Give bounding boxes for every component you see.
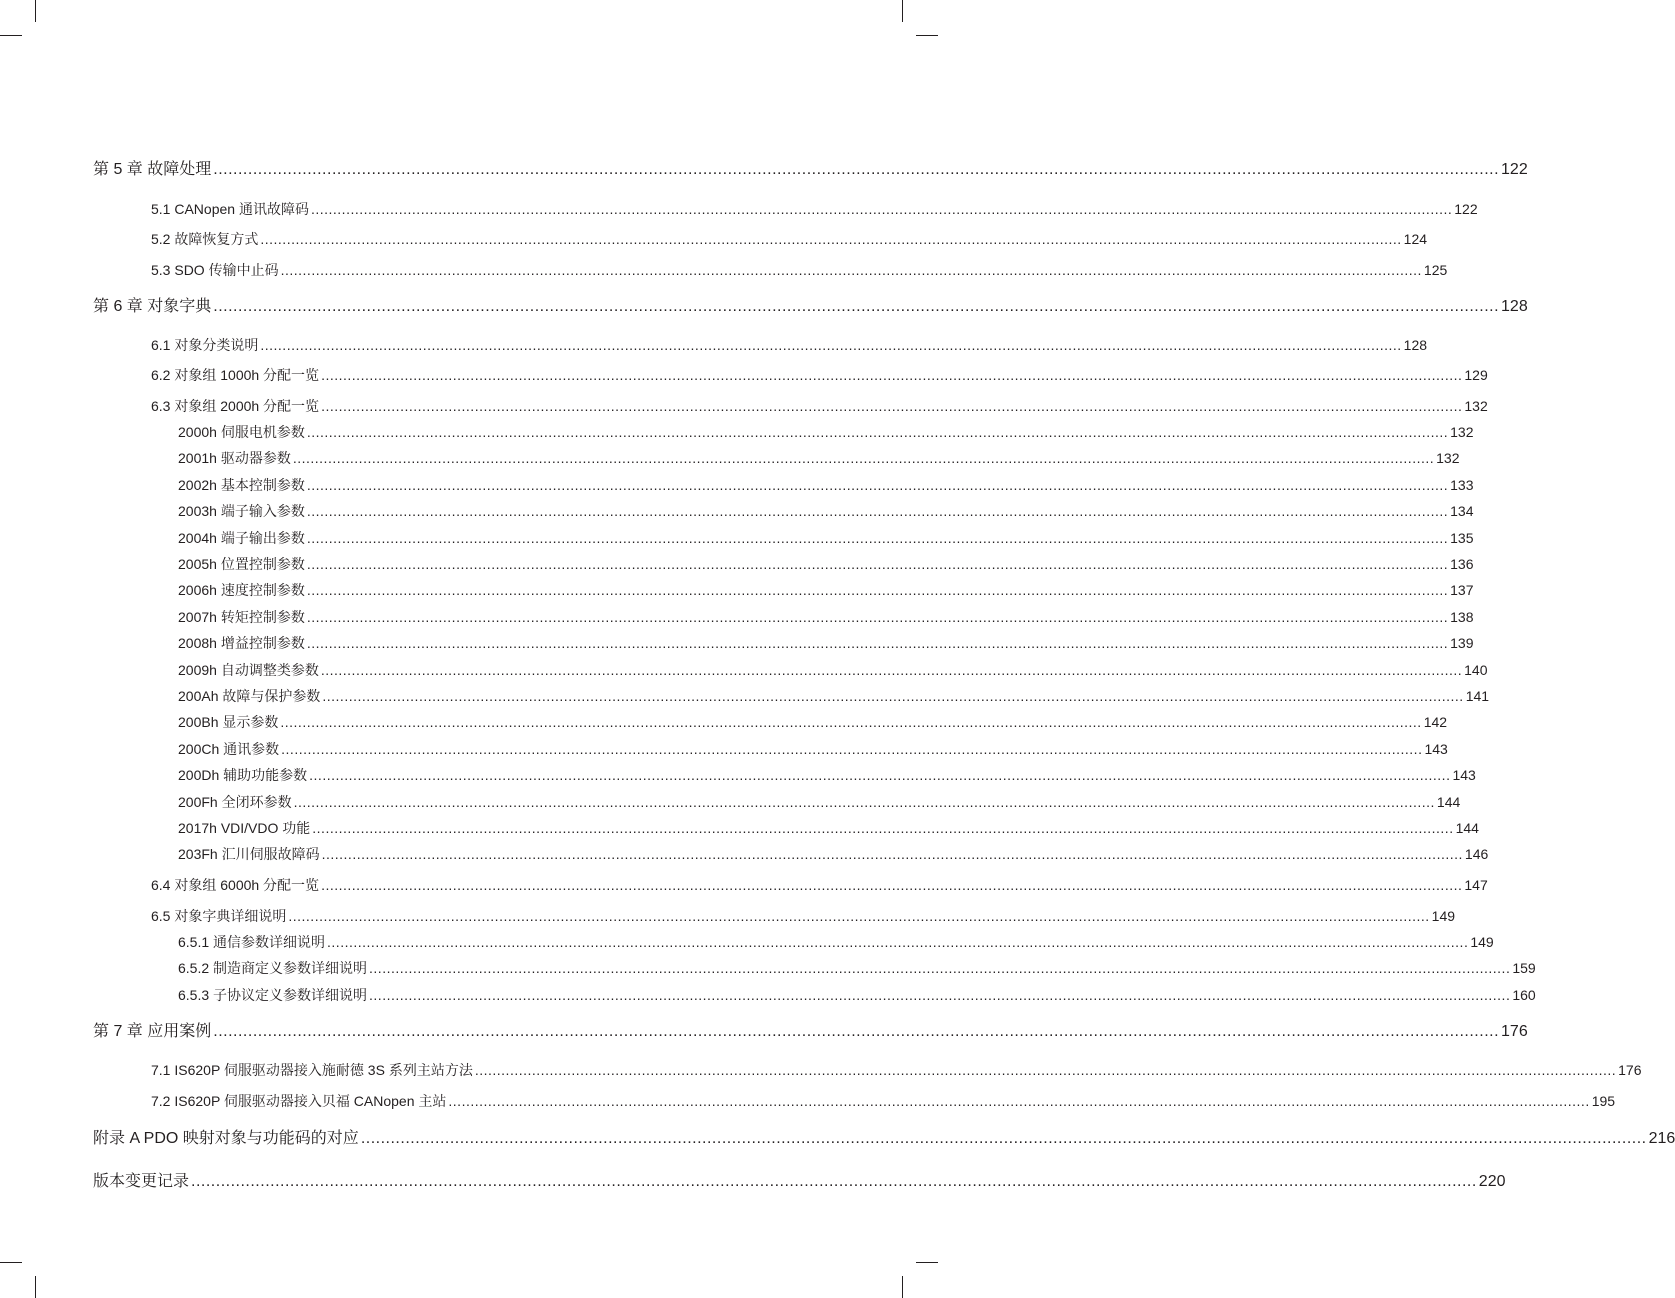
toc-leader: ....................................................................................................................................................................................................................................................................: [369, 987, 1511, 1003]
toc-section-5-3[interactable]: [151, 260, 1448, 280]
toc-page-number: 124: [1403, 231, 1428, 247]
toc-leader: ....................................................................................................................................................................................................................................................................: [213, 161, 1500, 178]
toc-leader: ....................................................................................................................................................................................................................................................................: [280, 714, 1422, 730]
toc-subsection[interactable]: [178, 844, 1489, 864]
toc-title: 200Fh 全闭环参数: [178, 794, 292, 810]
toc-page-number: 138: [1450, 609, 1474, 625]
toc-page-number: 132: [1464, 398, 1488, 414]
toc-leader: ....................................................................................................................................................................................................................................................................: [448, 1093, 1590, 1109]
toc-leader: ....................................................................................................................................................................................................................................................................: [321, 398, 1463, 414]
toc-page-number: 125: [1423, 262, 1448, 278]
toc-title: 2001h 驱动器参数: [178, 450, 291, 466]
toc-page-number: 139: [1450, 635, 1474, 651]
toc-page-number: 137: [1450, 582, 1474, 598]
toc-leader: ....................................................................................................................................................................................................................................................................: [321, 877, 1463, 893]
toc-page-number: 216: [1648, 1130, 1675, 1147]
toc-leader: ....................................................................................................................................................................................................................................................................: [310, 201, 1453, 217]
toc-leader: ....................................................................................................................................................................................................................................................................: [260, 231, 1402, 247]
toc-leader: ....................................................................................................................................................................................................................................................................: [360, 1130, 1647, 1147]
toc-leader: ....................................................................................................................................................................................................................................................................: [280, 262, 1422, 278]
toc-title: 第 7 章 应用案例: [93, 1023, 212, 1040]
toc-subsection[interactable]: [178, 607, 1474, 627]
toc-title: 第 5 章 故障处理: [93, 161, 212, 178]
toc-chapter-6[interactable]: [93, 293, 1528, 316]
toc-leader: ....................................................................................................................................................................................................................................................................: [306, 635, 1449, 651]
toc-title: 6.4 对象组 6000h 分配一览: [151, 877, 320, 893]
toc-leader: ....................................................................................................................................................................................................................................................................: [288, 908, 1430, 924]
toc-title: 200Ah 故障与保护参数: [178, 688, 321, 704]
toc-leader: ....................................................................................................................................................................................................................................................................: [306, 503, 1449, 519]
toc-title: 6.2 对象组 1000h 分配一览: [151, 367, 320, 383]
toc-title: 6.1 对象分类说明: [151, 337, 259, 353]
toc-leader: ....................................................................................................................................................................................................................................................................: [306, 530, 1449, 546]
toc-leader: ....................................................................................................................................................................................................................................................................: [306, 477, 1449, 493]
toc-page-number: 133: [1450, 477, 1474, 493]
toc-subsection[interactable]: [178, 739, 1448, 759]
toc-subsection[interactable]: [178, 475, 1474, 495]
toc-chapter-7[interactable]: [93, 1018, 1528, 1041]
toc-leader: ....................................................................................................................................................................................................................................................................: [320, 662, 1463, 678]
toc-title: 2008h 增益控制参数: [178, 635, 305, 651]
toc-page-number: 195: [1591, 1093, 1616, 1109]
toc-section-5-1[interactable]: [151, 199, 1478, 219]
toc-leader: ....................................................................................................................................................................................................................................................................: [322, 688, 1464, 704]
toc-leader: ....................................................................................................................................................................................................................................................................: [213, 1023, 1500, 1040]
toc-chapter-5[interactable]: [93, 156, 1528, 179]
toc-page-number: 143: [1424, 741, 1448, 757]
toc-subsection[interactable]: [178, 580, 1474, 600]
toc-title: 2005h 位置控制参数: [178, 556, 305, 572]
toc-title: 5.1 CANopen 通讯故障码: [151, 201, 309, 217]
toc-title: 版本变更记录: [93, 1173, 190, 1190]
toc-page-number: 143: [1452, 767, 1476, 783]
toc-title: 7.2 IS620P 伺服驱动器接入贝福 CANopen 主站: [151, 1093, 447, 1109]
toc-subsection[interactable]: [178, 712, 1448, 732]
toc-section-6-1[interactable]: [151, 335, 1428, 355]
toc-leader: ....................................................................................................................................................................................................................................................................: [327, 934, 1469, 950]
toc-title: 5.3 SDO 传输中止码: [151, 262, 279, 278]
toc-leader: ....................................................................................................................................................................................................................................................................: [306, 582, 1449, 598]
toc-page-number: 149: [1470, 934, 1494, 950]
toc-leader: ....................................................................................................................................................................................................................................................................: [293, 794, 1435, 810]
toc-page-number: 220: [1478, 1173, 1506, 1190]
toc-page-number: 122: [1501, 161, 1528, 178]
toc-leader: ....................................................................................................................................................................................................................................................................: [312, 820, 1454, 836]
toc-title: 2007h 转矩控制参数: [178, 609, 305, 625]
toc-title: 2002h 基本控制参数: [178, 477, 305, 493]
toc-section-6-5[interactable]: [151, 906, 1456, 926]
toc-subsection[interactable]: [178, 818, 1479, 838]
toc-title: 200Dh 辅助功能参数: [178, 767, 308, 783]
toc-title: 2000h 伺服电机参数: [178, 424, 305, 440]
toc-page-number: 146: [1464, 846, 1489, 862]
toc-page-number: 122: [1454, 201, 1478, 217]
toc-title: 200Ch 通讯参数: [178, 741, 280, 757]
toc-leader: ....................................................................................................................................................................................................................................................................: [306, 424, 1449, 440]
toc-subsection[interactable]: [178, 686, 1490, 706]
toc-subsection[interactable]: [178, 501, 1474, 521]
toc-section-7-1[interactable]: [151, 1060, 1642, 1080]
toc-subsection-6-5-1[interactable]: [178, 932, 1494, 952]
toc-subsection[interactable]: [178, 660, 1488, 680]
toc-leader: ....................................................................................................................................................................................................................................................................: [292, 450, 1435, 466]
toc-page-number: 128: [1403, 337, 1428, 353]
toc-subsection-6-5-3[interactable]: [178, 985, 1536, 1005]
toc-title: 附录 A PDO 映射对象与功能码的对应: [93, 1130, 359, 1147]
toc-page-number: 134: [1450, 503, 1474, 519]
toc-section-7-2[interactable]: [151, 1091, 1616, 1111]
toc-page-number: 144: [1455, 820, 1479, 836]
toc-page-number: 128: [1501, 298, 1528, 315]
toc-page-number: 142: [1423, 714, 1448, 730]
toc-page-number: 144: [1436, 794, 1461, 810]
toc-leader: ....................................................................................................................................................................................................................................................................: [281, 741, 1423, 757]
toc-title: 2009h 自动调整类参数: [178, 662, 319, 678]
toc-subsection[interactable]: [178, 792, 1461, 812]
toc-title: 6.5.2 制造商定义参数详细说明: [178, 960, 368, 976]
toc-page-number: 176: [1618, 1062, 1642, 1078]
toc-leader: ....................................................................................................................................................................................................................................................................: [321, 846, 1463, 862]
toc-page-number: 129: [1464, 367, 1488, 383]
toc-revision-history[interactable]: [93, 1168, 1506, 1191]
toc-leader: ....................................................................................................................................................................................................................................................................: [474, 1062, 1617, 1078]
toc-title: 6.5 对象字典详细说明: [151, 908, 287, 924]
toc-title: 6.5.3 子协议定义参数详细说明: [178, 987, 368, 1003]
toc-section-5-2[interactable]: [151, 229, 1428, 249]
toc-title: 7.1 IS620P 伺服驱动器接入施耐德 3S 系列主站方法: [151, 1062, 473, 1078]
toc-section-6-4[interactable]: [151, 875, 1488, 895]
toc-subsection[interactable]: [178, 422, 1474, 442]
toc-leader: ....................................................................................................................................................................................................................................................................: [369, 960, 1511, 976]
toc-leader: ....................................................................................................................................................................................................................................................................: [191, 1173, 1477, 1190]
toc-title: 5.2 故障恢复方式: [151, 231, 259, 247]
toc-title: 200Bh 显示参数: [178, 714, 279, 730]
toc-subsection[interactable]: [178, 528, 1474, 548]
toc-page-number: 149: [1431, 908, 1456, 924]
toc-leader: ....................................................................................................................................................................................................................................................................: [213, 298, 1500, 315]
toc-section-6-2[interactable]: [151, 365, 1488, 385]
toc-appendix-a[interactable]: [93, 1125, 1675, 1148]
toc-title: 2003h 端子输入参数: [178, 503, 305, 519]
toc-title: 203Fh 汇川伺服故障码: [178, 846, 320, 862]
toc-page-number: 176: [1501, 1023, 1528, 1040]
toc-leader: ....................................................................................................................................................................................................................................................................: [321, 367, 1463, 383]
toc-subsection[interactable]: [178, 554, 1474, 574]
toc-section-6-3[interactable]: [151, 396, 1488, 416]
toc-page-number: 141: [1465, 688, 1490, 704]
toc-subsection[interactable]: [178, 633, 1474, 653]
toc-title: 第 6 章 对象字典: [93, 298, 212, 315]
toc-leader: ....................................................................................................................................................................................................................................................................: [306, 556, 1449, 572]
toc-title: 2006h 速度控制参数: [178, 582, 305, 598]
toc-leader: ....................................................................................................................................................................................................................................................................: [306, 609, 1449, 625]
toc-page-number: 132: [1450, 424, 1474, 440]
toc-page-number: 136: [1450, 556, 1474, 572]
toc-title: 2017h VDI/VDO 功能: [178, 820, 311, 836]
toc-page-number: 132: [1436, 450, 1460, 466]
toc-page-number: 135: [1450, 530, 1474, 546]
toc-subsection-6-5-2[interactable]: [178, 958, 1536, 978]
toc-title: 6.3 对象组 2000h 分配一览: [151, 398, 320, 414]
toc-leader: ....................................................................................................................................................................................................................................................................: [309, 767, 1451, 783]
toc-page-number: 147: [1464, 877, 1488, 893]
toc-page-number: 159: [1512, 960, 1536, 976]
toc-subsection[interactable]: [178, 765, 1476, 785]
toc-leader: ....................................................................................................................................................................................................................................................................: [260, 337, 1402, 353]
toc-title: 2004h 端子输出参数: [178, 530, 305, 546]
toc-title: 6.5.1 通信参数详细说明: [178, 934, 326, 950]
toc-subsection[interactable]: [178, 448, 1460, 468]
toc-page-number: 160: [1512, 987, 1536, 1003]
toc-page-number: 140: [1464, 662, 1488, 678]
